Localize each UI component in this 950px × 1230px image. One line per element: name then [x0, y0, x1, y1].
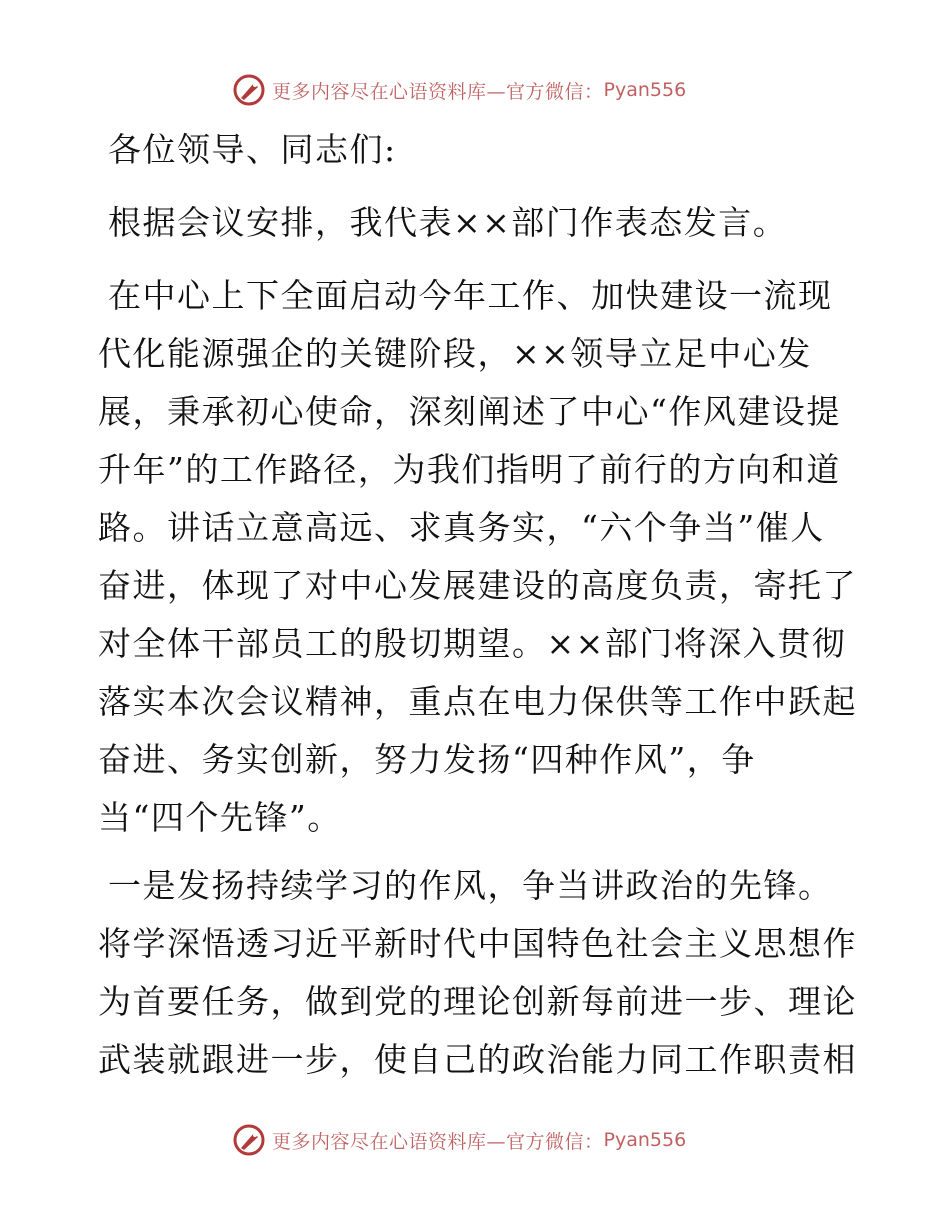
- watermark-wechat-id: Pyan556: [603, 79, 687, 101]
- text-line: 代化能源强企的关键阶段，××领导立足中心发: [98, 334, 812, 373]
- footer-watermark: [232, 1122, 686, 1158]
- text-line: 根据会议安排，我代表××部门作表态发言。: [108, 203, 788, 242]
- text-line: 当“四个先锋”。: [98, 798, 342, 837]
- text-line: 升年”的工作路径，为我们指明了前行的方向和道: [98, 450, 841, 489]
- header-watermark: [232, 72, 686, 108]
- text-line: 奋进、务实创新，努力发扬“四种作风”，争: [98, 740, 756, 779]
- text-line: 落实本次会议精神，重点在电力保供等工作中跃起: [98, 682, 857, 721]
- text-line: 路。讲话立意高远、求真务实，“六个争当”催人: [98, 508, 825, 547]
- pen-nib-logo-icon: [232, 73, 266, 107]
- text-line: 将学深悟透习近平新时代中国特色社会主义思想作: [98, 924, 857, 963]
- watermark-text: 更多内容尽在心语资料库—官方微信：: [272, 1130, 604, 1153]
- salutation-line: 各位领导、同志们:: [108, 130, 397, 169]
- text-line: 奋进，体现了对中心发展建设的高度负责，寄托了: [98, 566, 857, 605]
- text-line: 一是发扬持续学习的作风，争当讲政治的先锋。: [108, 866, 833, 905]
- text-line: 对全体干部员工的殷切期望。××部门将深入贯彻: [98, 624, 847, 663]
- watermark-wechat-id: Pyan556: [603, 1129, 687, 1151]
- text-line: 展，秉承初心使命，深刻阐述了中心“作风建设提: [98, 392, 841, 431]
- text-line: 为首要任务，做到党的理论创新每前进一步、理论: [98, 982, 857, 1021]
- pen-nib-logo-icon: [232, 1123, 266, 1157]
- watermark-text: 更多内容尽在心语资料库—官方微信：: [272, 80, 604, 103]
- text-line: 武装就跟进一步，使自己的政治能力同工作职责相: [98, 1040, 857, 1079]
- text-line: 在中心上下全面启动今年工作、加快建设一流现: [108, 276, 833, 315]
